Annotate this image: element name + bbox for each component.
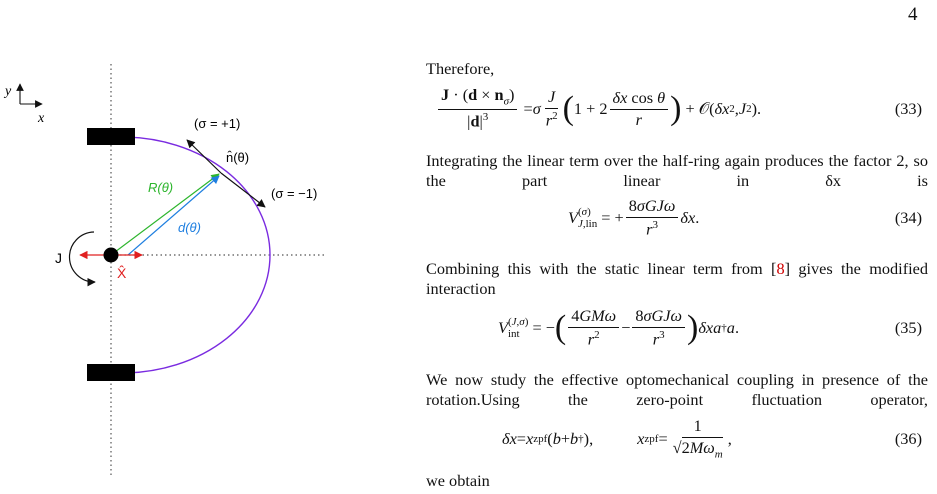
J-label: J <box>55 250 62 266</box>
paragraph-we-now-study-text: We now study the effective optomechanical coupling in presence of the rotation.Using the zero-point fluctuation operator, <box>426 370 928 409</box>
lower-block <box>87 364 135 381</box>
equation-35: V (J,σ) int = − ( $\frac{\text{4GMω}}{r^2}$ − $\frac{\text{8σGJω}}{r^3}$ ) δx a † a . (35) <box>498 306 922 349</box>
x-hat-label: X̂ <box>117 265 127 281</box>
rotation-arrow <box>69 232 95 282</box>
d-vector <box>128 176 219 255</box>
paragraph-combining <box>426 259 928 299</box>
equation-35-number: (35) <box>894 318 922 337</box>
rotation-setup-figure <box>0 0 400 494</box>
tangent-arrow-plus <box>187 140 221 173</box>
paragraph-integrating-text: Integrating the linear term over the half-ring again produces the factor 2, so the part linear in δx is <box>426 151 928 190</box>
paragraph-we-obtain: we obtain <box>426 471 490 490</box>
combining-text-after: ] gives the modified interaction <box>426 259 929 298</box>
d-label: d(θ) <box>178 220 201 235</box>
equation-36-number: (36) <box>894 429 922 448</box>
sigma-plus-label: (σ = +1) <box>194 116 241 131</box>
page-number: 4 <box>908 4 918 25</box>
n-hat-label: n̂(θ) <box>226 150 250 165</box>
equation-34-number: (34) <box>894 208 922 227</box>
equation-36: δx = x zpf ( b + b † ), x zpf = $\frac{1}{√2M\omega_m}$ , (36) <box>502 416 922 461</box>
sigma-minus-label: (σ = −1) <box>271 186 318 201</box>
half-ring-arc <box>122 137 270 373</box>
R-label: R(θ) <box>148 180 174 195</box>
paragraph-we-now-study <box>426 370 928 410</box>
axis-x-label: x <box>38 111 45 126</box>
equation-34: V (σ) J,lin = + $\frac{\text{8σGJω}}{r^3}$ δx . (34) <box>568 196 922 239</box>
equation-33: $\frac{J \cdot (d \times n_\sigma)}{|d|^3}$ = σ $\frac{J}{r^2}$ ( 1 + 2 $\frac{\text{δx cos θ}}{r}$ ) + 𝒪( δx 2 , J 2 ). (33) <box>426 88 928 130</box>
paragraph-integrating <box>426 151 928 191</box>
tangent-arrow-minus <box>221 173 265 207</box>
mass-dot <box>104 248 119 263</box>
upper-block <box>87 128 135 145</box>
combining-text-before: Combining this with the static linear term from [ <box>426 259 777 278</box>
axes-indicator <box>3 84 45 126</box>
equation-33-number: (33) <box>894 99 922 118</box>
axis-y-label: y <box>5 84 12 99</box>
paragraph-therefore: Therefore, <box>426 59 495 78</box>
citation-8[interactable]: 8 <box>776 259 785 278</box>
